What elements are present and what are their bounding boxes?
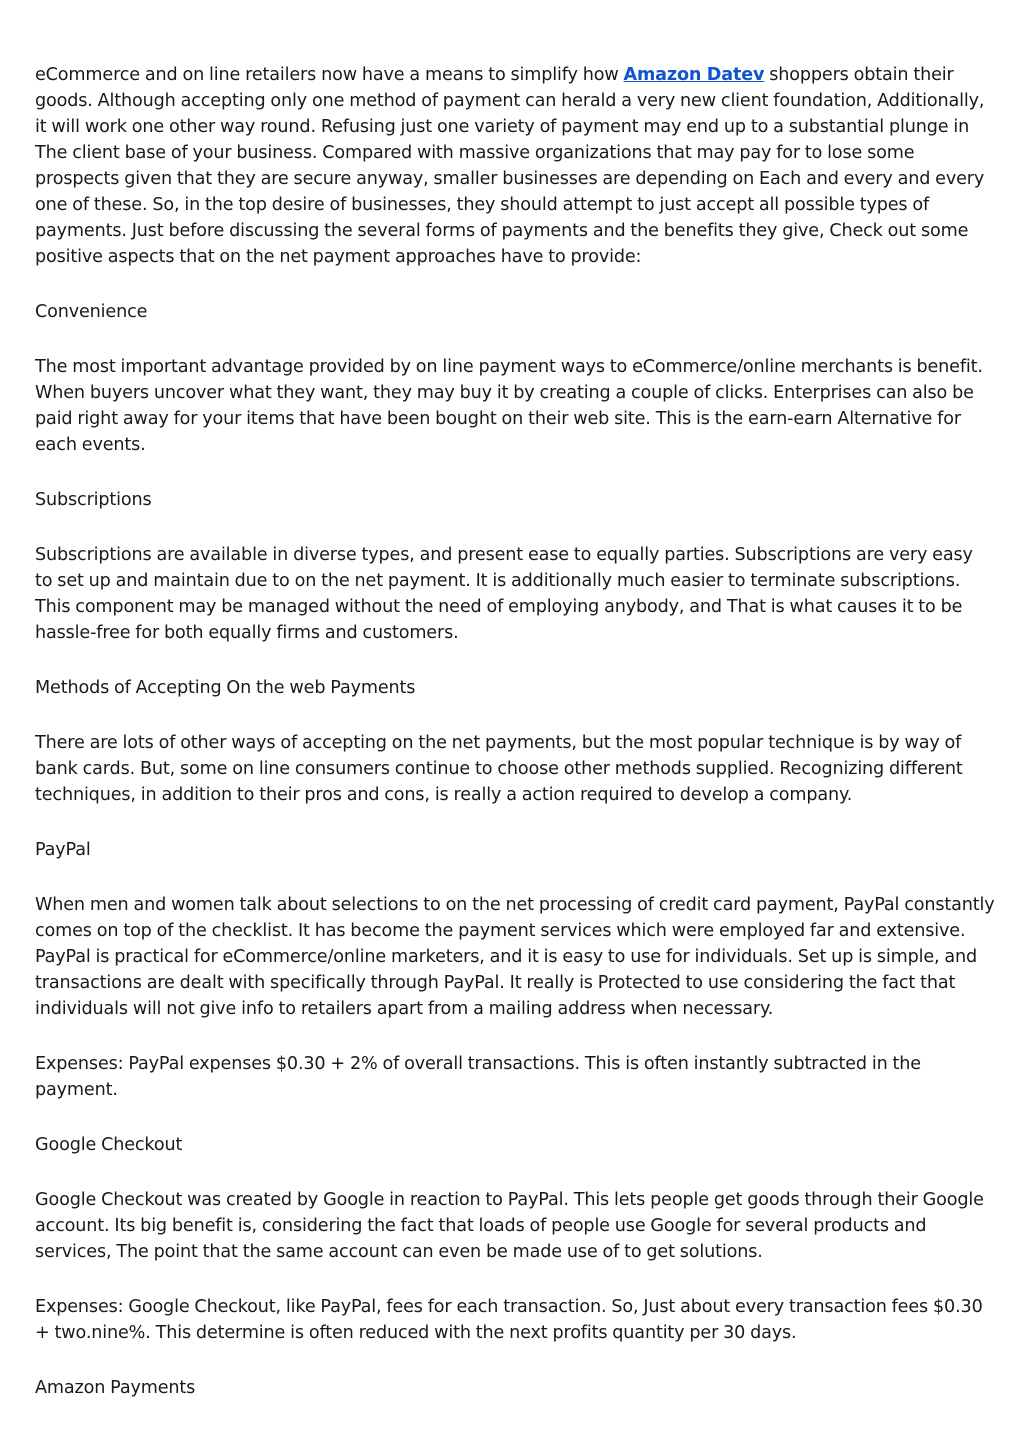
section-heading-google-checkout: Google Checkout (35, 1135, 183, 1155)
section-heading-subscriptions: Subscriptions (35, 490, 152, 510)
paragraph-google-checkout: Google Checkout was created by Google in reaction to PayPal. This lets people get goods through their Google account. Its big benefit is, considering the fact that loads of people use Google for several products and services, The point that the same account can even be made use of to get solutions. (35, 1190, 984, 1262)
paragraph-google-checkout-expenses: Expenses: Google Checkout, like PayPal, fees for each transaction. So, Just about every transaction fees $0.30 + two.nine%. This determine is often reduced with the next profits quantity per 30 days. (35, 1297, 983, 1343)
amazon-datev-link[interactable]: Amazon Datev (623, 65, 765, 85)
paragraph-methods: There are lots of other ways of accepting on the net payments, but the most popular technique is by way of bank cards. But, some on line consumers continue to choose other methods supplied. Recognizing different techniques, in addition to their pros and cons, is really a action required to develop a company. (35, 733, 963, 805)
paragraph-paypal: When men and women talk about selections to on the net processing of credit card payment, PayPal constantly comes on top of the checklist. It has become the payment services which were employed far and extensive. PayPal is practical for eCommerce/online marketers, and it is easy to use for individuals. Set up is simple, and transactions are dealt with specifically through PayPal. It really is Protected to use considering the fact that individuals will not give info to retailers apart from a mailing address when necessary. (35, 895, 995, 1019)
document-body (35, 62, 995, 1430)
section-heading-amazon-payments: Amazon Payments (35, 1378, 196, 1398)
paragraph-convenience: The most important advantage provided by on line payment ways to eCommerce/online merchants is benefit. When buyers uncover what they want, they may buy it by creating a couple of clicks. Enterprises can also be paid right away for your items that have been bought on their web site. This is the earn-earn Alternative for each events. (35, 357, 983, 455)
section-heading-paypal: PayPal (35, 840, 91, 860)
section-heading-methods: Methods of Accepting On the web Payments (35, 678, 416, 698)
paragraph-subscriptions: Subscriptions are available in diverse types, and present ease to equally parties. Subscriptions are very easy to set up and maintain due to on the net payment. It is additionally much easier to terminate subscriptions. This component may be managed without the need of employing anybody, and That is what causes it to be hassle-free for both equally firms and customers. (35, 545, 973, 643)
intro-paragraph (35, 62, 995, 270)
paragraph-paypal-expenses: Expenses: PayPal expenses $0.30 + 2% of overall transactions. This is often instantly subtracted in the payment. (35, 1054, 921, 1100)
intro-text-after-link: shoppers obtain their goods. Although accepting only one method of payment can herald a very new client foundation, Additionally, it will work one other way round. Refusing just one variety of payment may end up to a substantial plunge in The client base of your business. Compared with massive organizations that may pay for to lose some prospects given that they are secure anyway, smaller businesses are depending on Each and every and every one of these. So, in the top desire of businesses, they should attempt to just accept all possible types of payments. Just before discussing the several forms of payments and the benefits they give, Check out some positive aspects that on the net payment approaches have to provide: (35, 65, 985, 267)
intro-text-before-link: eCommerce and on line retailers now have a means to simplify how (35, 65, 624, 85)
section-heading-convenience: Convenience (35, 302, 148, 322)
